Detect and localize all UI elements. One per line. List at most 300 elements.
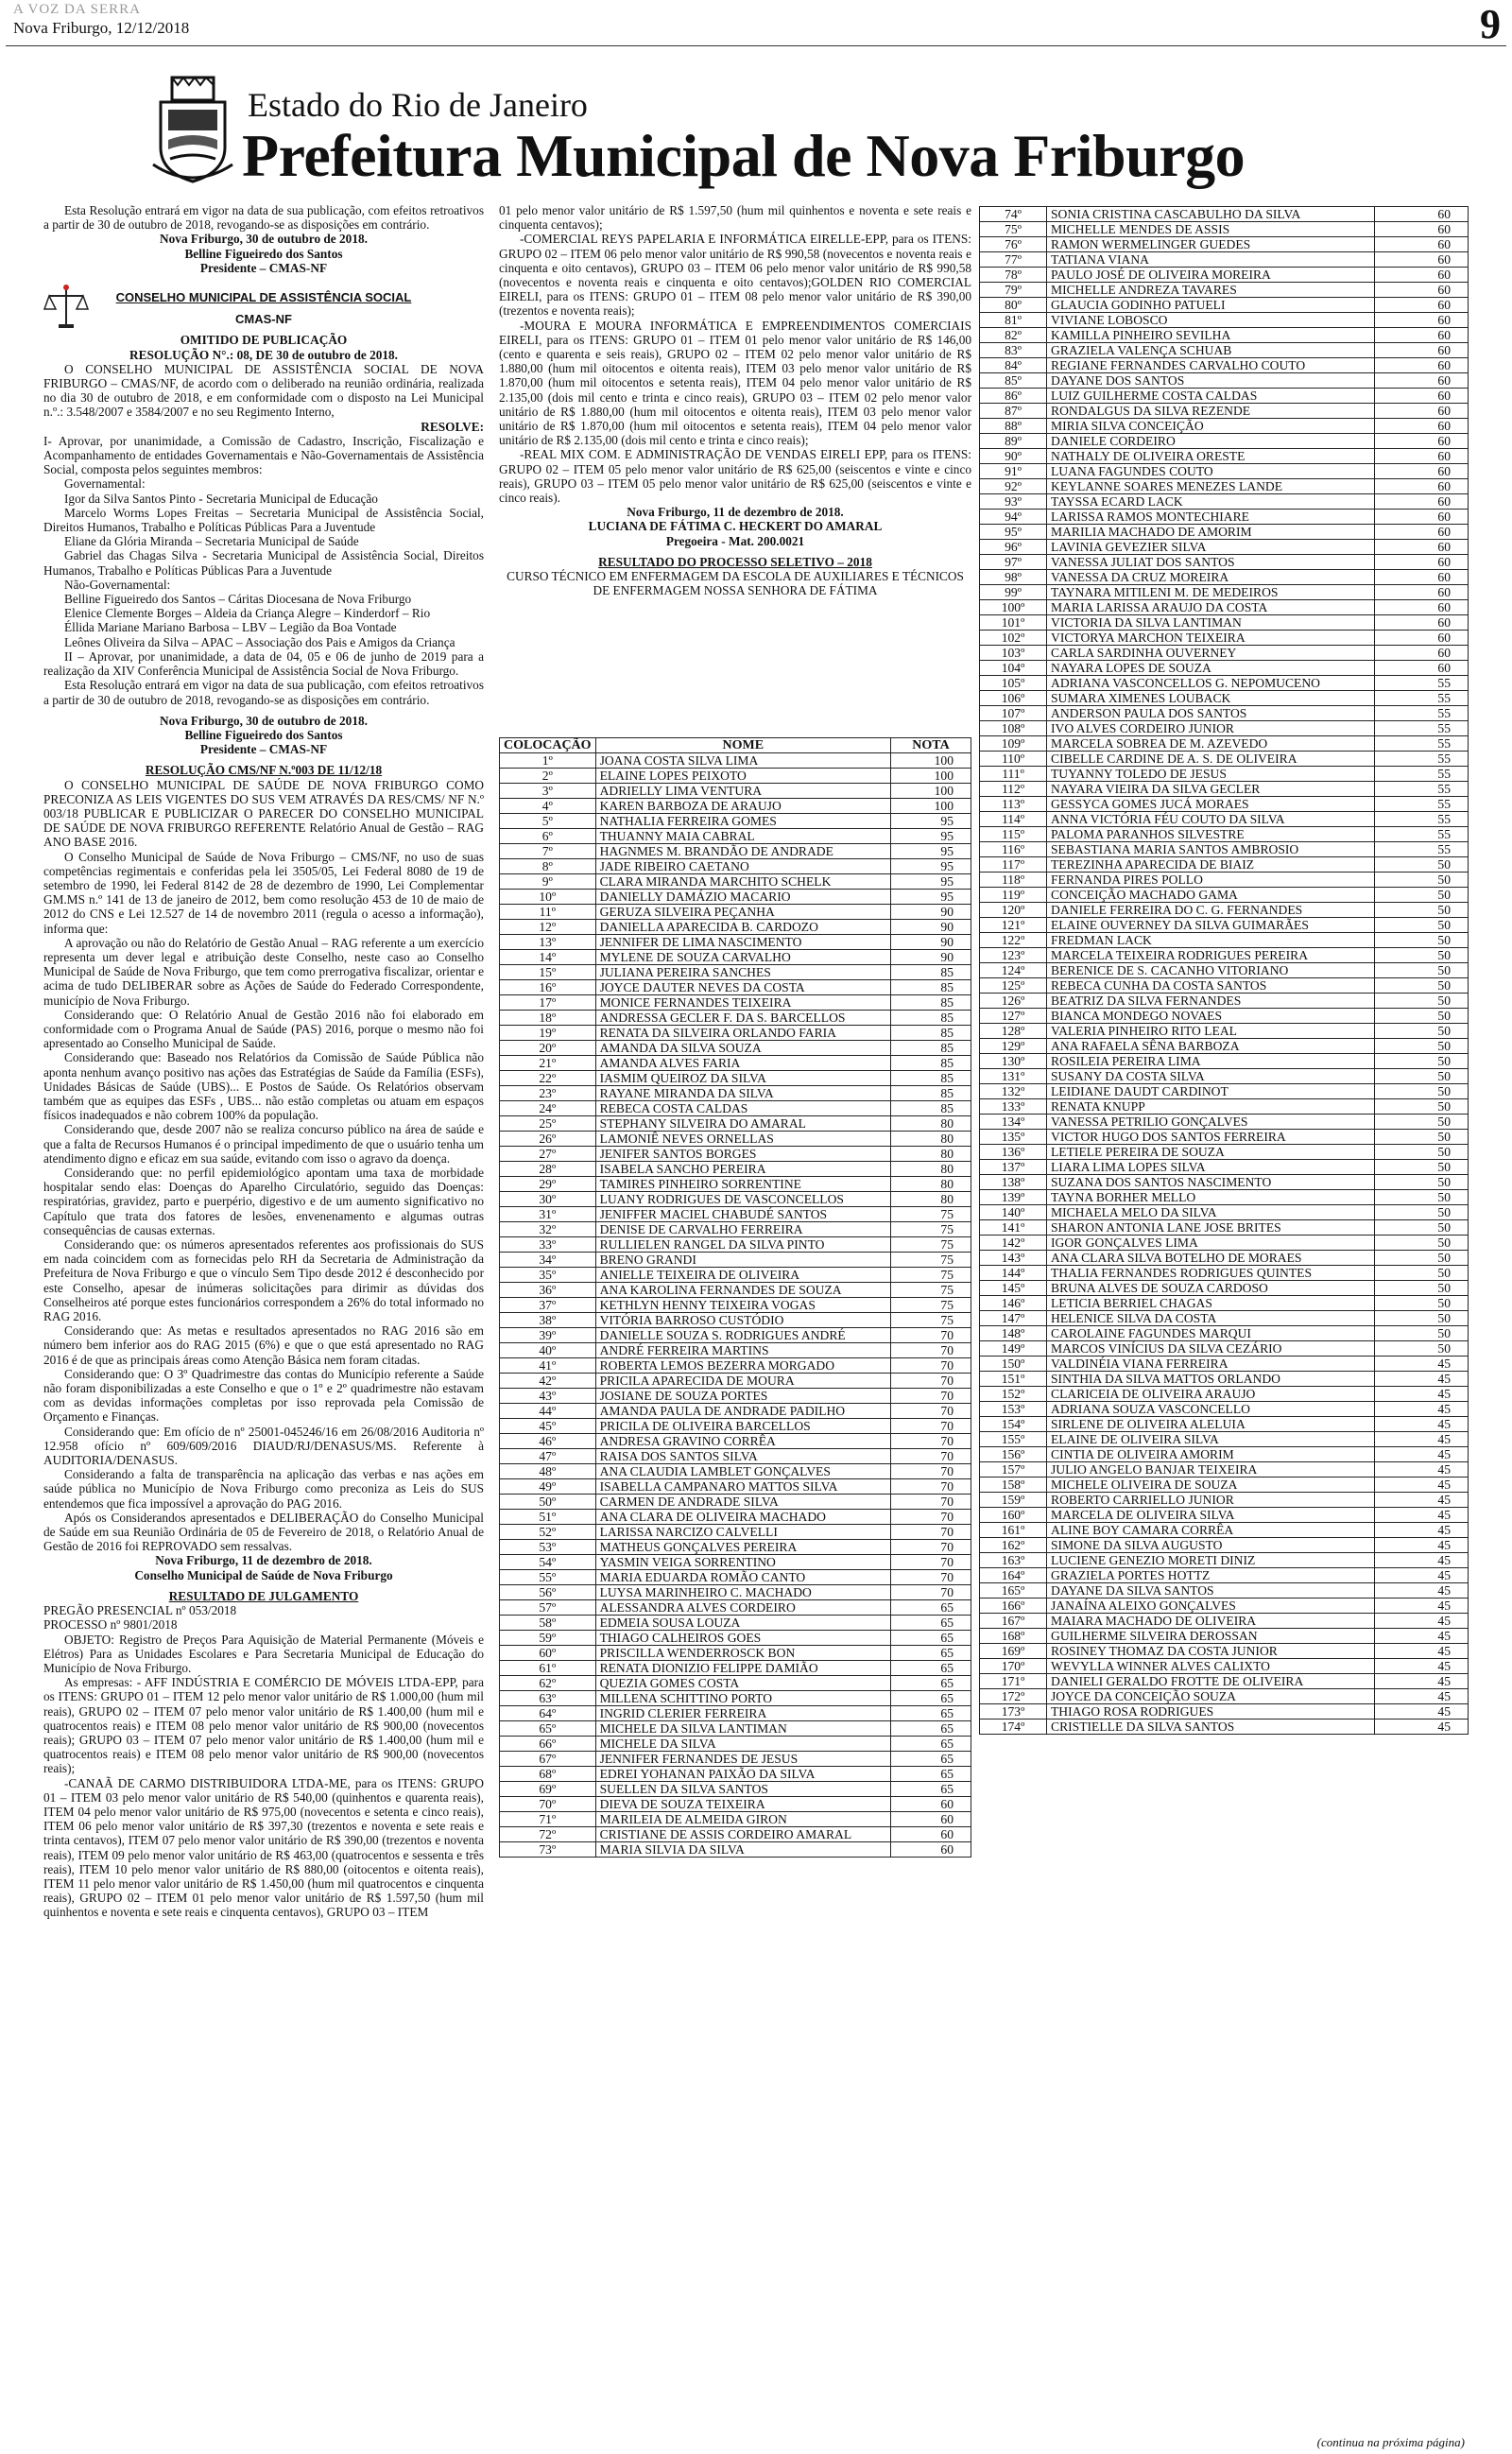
cell-grade: 50: [1375, 978, 1469, 994]
paragraph: Igor da Silva Santos Pinto - Secretaria Municipal de Educação: [64, 491, 378, 506]
cell-name: SHARON ANTONIA LANE JOSE BRITES: [1047, 1220, 1375, 1236]
table-row: [500, 935, 971, 950]
cell-name: BRUNA ALVES DE SOUZA CARDOSO: [1047, 1281, 1375, 1296]
cell-grade: 50: [1375, 1130, 1469, 1145]
cell-grade: 60: [1375, 570, 1469, 585]
cell-placement: 56º: [500, 1585, 596, 1600]
cell-placement: 58º: [500, 1616, 596, 1631]
table-row: [500, 1616, 971, 1631]
paragraph: Belline Figueiredo dos Santos – Cáritas Diocesana de Nova Friburgo: [64, 592, 412, 607]
paragraph: O Conselho Municipal de Saúde de Nova Friburgo – CMS/NF, no uso de suas competências regimentais e conferidas pela lei 3505/05, Lei Federal 8080 de 19 de setembro de 1990, lei Federal 8142 de 28 de dezembro de 1990, Lei Complementar GM.MS n.º 141 de 13 de janeiro de 2012, bem como resolução 453 de 10 de maio de 2012 do CNS e Lei 12.527 de 14 de novembro 2011 (regula o acesso a informação), informa que:: [43, 849, 484, 936]
cell-name: EDMEIA SOUSA LOUZA: [595, 1616, 890, 1631]
cell-name: GUILHERME SILVEIRA DEROSSAN: [1047, 1629, 1375, 1644]
table-row: [980, 1704, 1469, 1720]
cell-name: MARCELA SOBREA DE M. AZEVEDO: [1047, 736, 1375, 752]
cell-placement: 102º: [980, 631, 1047, 646]
cell-grade: 70: [891, 1479, 971, 1495]
paragraph: Após os Considerandos apresentados e DELIBERAÇÃO do Conselho Municipal de Saúde em sua Reunião Ordinária de 05 de Fevereiro de 2018, o Relatório Anual de Gestão de 2016 foi REPROVADO sem ressalvas.: [43, 1510, 484, 1554]
cell-name: LAVINIA GEVEZIER SILVA: [1047, 540, 1375, 555]
table-row: [500, 1086, 971, 1101]
cell-name: RAISA DOS SANTOS SILVA: [595, 1449, 890, 1464]
cell-name: JOYCE DA CONCEIÇÃO SOUZA: [1047, 1689, 1375, 1704]
table-row: [980, 1054, 1469, 1069]
cell-placement: 39º: [500, 1328, 596, 1343]
table-row: [500, 1147, 971, 1162]
cell-placement: 42º: [500, 1374, 596, 1389]
table-row: [500, 859, 971, 874]
cell-grade: 60: [1375, 510, 1469, 525]
cell-placement: 65º: [500, 1721, 596, 1737]
paragraph: Eliane da Glória Miranda – Secretaria Municipal de Saúde: [64, 534, 359, 549]
cell-placement: 77º: [980, 252, 1047, 268]
cell-grade: 70: [891, 1495, 971, 1510]
cell-placement: 89º: [980, 434, 1047, 449]
cell-placement: 66º: [500, 1737, 596, 1752]
cell-name: LETICIA BERRIEL CHAGAS: [1047, 1296, 1375, 1311]
cell-placement: 21º: [500, 1056, 596, 1071]
cell-name: LUANY RODRIGUES DE VASCONCELLOS: [595, 1192, 890, 1207]
cell-name: MATHEUS GONÇALVES PEREIRA: [595, 1540, 890, 1555]
cell-placement: 148º: [980, 1326, 1047, 1341]
paragraph: As empresas: - AFF INDÚSTRIA E COMÉRCIO DE MÓVEIS LTDA-EPP, para os ITENS: GRUPO 01 – ITEM 12 pelo menor valor unitário de R$ 1.000,00 (hum mil reais), GRUPO 02 – ITEM 07 pelo menor valor unitário de R$ 1.400,00 (hum mil e quatrocentos reais) e ITEM 08 pelo menor valor unitário de R$ 900,00 (novecentos reais); GRUPO 03 – ITEM 07 pelo menor valor unitário de R$ 1.400,00 (hum mil e quatrocentos reais) e ITEM 08 pelo menor valor unitário de R$ 900,00 (novecentos reais);: [43, 1675, 484, 1776]
cell-grade: 60: [1375, 237, 1469, 252]
paragraph: Considerando que: Em ofício de nº 25001-045246/16 em 26/08/2016 Auditoria nº 12.958 ofício nº 609/609/2016 DIAUD/RJ/DENASUS/MS. Referente à AUDITORIA/DENASUS.: [43, 1424, 484, 1468]
cell-placement: 87º: [980, 404, 1047, 419]
table-row: [500, 1328, 971, 1343]
page-number: 9: [1480, 1, 1501, 47]
table-row: [500, 1525, 971, 1540]
table-row: [980, 585, 1469, 600]
table-row: [500, 769, 971, 784]
table-row: [500, 1631, 971, 1646]
cell-grade: 55: [1375, 736, 1469, 752]
cell-grade: 60: [1375, 449, 1469, 464]
table-row: [980, 1523, 1469, 1538]
cell-grade: 65: [891, 1661, 971, 1676]
table-row: [500, 1404, 971, 1419]
cell-grade: 50: [1375, 1311, 1469, 1326]
cell-name: MYLENE DE SOUZA CARVALHO: [595, 950, 890, 965]
cell-grade: 60: [1375, 389, 1469, 404]
cell-placement: 88º: [980, 419, 1047, 434]
cell-name: RENATA DA SILVEIRA ORLANDO FARIA: [595, 1026, 890, 1041]
cell-name: PALOMA PARANHOS SILVESTRE: [1047, 827, 1375, 842]
cell-grade: 45: [1375, 1689, 1469, 1704]
cell-grade: 75: [891, 1283, 971, 1298]
cell-name: DANIELE CORDEIRO: [1047, 434, 1375, 449]
cell-grade: 70: [891, 1328, 971, 1343]
table-row: [500, 1268, 971, 1283]
cell-grade: 55: [1375, 691, 1469, 706]
table-row: [980, 752, 1469, 767]
table-row: [980, 1372, 1469, 1387]
cell-grade: 95: [891, 829, 971, 844]
table-row: [980, 1493, 1469, 1508]
cell-placement: 152º: [980, 1387, 1047, 1402]
table-row: [980, 373, 1469, 389]
cell-placement: 70º: [500, 1797, 596, 1812]
cell-grade: 70: [891, 1434, 971, 1449]
cell-grade: 70: [891, 1585, 971, 1600]
cell-placement: 62º: [500, 1676, 596, 1691]
cell-name: THALIA FERNANDES RODRIGUES QUINTES: [1047, 1266, 1375, 1281]
table-row: [500, 1721, 971, 1737]
cell-name: SUELLEN DA SILVA SANTOS: [595, 1782, 890, 1797]
cell-name: ELAINE LOPES PEIXOTO: [595, 769, 890, 784]
cell-placement: 138º: [980, 1175, 1047, 1190]
cell-grade: 45: [1375, 1599, 1469, 1614]
table-row: [500, 1389, 971, 1404]
table-row: [980, 857, 1469, 873]
table-row: [980, 464, 1469, 479]
cell-placement: 117º: [980, 857, 1047, 873]
cell-name: ALINE BOY CAMARA CORRÊA: [1047, 1523, 1375, 1538]
paragraph: Presidente – CMAS-NF: [199, 260, 328, 275]
cell-grade: 50: [1375, 963, 1469, 978]
table-row: [980, 494, 1469, 510]
table-row: [980, 510, 1469, 525]
cell-placement: 95º: [980, 525, 1047, 540]
table-row: [980, 1190, 1469, 1205]
cell-name: JENIFFER MACIEL CHABUDÉ SANTOS: [595, 1207, 890, 1222]
table-row: [980, 449, 1469, 464]
cell-grade: 50: [1375, 1175, 1469, 1190]
cell-name: LAMONIÊ NEVES ORNELLAS: [595, 1132, 890, 1147]
table-row: [980, 873, 1469, 888]
cell-name: MICHELLE ANDREZA TAVARES: [1047, 283, 1375, 298]
cell-placement: 129º: [980, 1039, 1047, 1054]
cell-placement: 16º: [500, 980, 596, 995]
paragraph: Considerando que, desde 2007 não se realiza concurso público na área de saúde e que a falta de Recursos Humanos é o principal impedimento de que o usuário tenha um atendimento digno e eficaz em sua saúde, evitando com isso o agravo da doença.: [43, 1122, 484, 1166]
table-row: [980, 1568, 1469, 1583]
cell-grade: 70: [891, 1540, 971, 1555]
cell-grade: 80: [891, 1162, 971, 1177]
cell-name: CARMEN DE ANDRADE SILVA: [595, 1495, 890, 1510]
table-row: [980, 1130, 1469, 1145]
cell-name: CINTIA DE OLIVEIRA AMORIM: [1047, 1447, 1375, 1462]
paragraph: II – Aprovar, por unanimidade, a data de 04, 05 e 06 de junho de 2019 para a realização da XIV Conferência Municipal de Assistência Social de Nova Friburgo.: [43, 648, 484, 679]
cell-grade: 45: [1375, 1720, 1469, 1735]
cell-grade: 55: [1375, 676, 1469, 691]
cell-grade: 75: [891, 1313, 971, 1328]
paragraph: O CONSELHO MUNICIPAL DE ASSISTÊNCIA SOCIAL DE NOVA FRIBURGO – CMAS/NF, de acordo com o deliberado na reunião ordinária, realizada no dia 30 de outubro de 2018, e em conformidade com o disposto na Lei Municipal n.º.: 3.548/2007 e 3584/2007 e no seu Regimento Interno,: [43, 361, 484, 420]
cell-name: STEPHANY SILVEIRA DO AMARAL: [595, 1116, 890, 1132]
cell-grade: 70: [891, 1449, 971, 1464]
cell-name: GLAUCIA GODINHO PATUELI: [1047, 298, 1375, 313]
cell-name: SIRLENE DE OLIVEIRA ALELUIA: [1047, 1417, 1375, 1432]
cell-name: LEIDIANE DAUDT CARDINOT: [1047, 1084, 1375, 1099]
cell-name: ELAINE DE OLIVEIRA SILVA: [1047, 1432, 1375, 1447]
cell-grade: 60: [1375, 494, 1469, 510]
cell-name: VANESSA PETRILIO GONÇALVES: [1047, 1115, 1375, 1130]
cell-name: MILLENA SCHITTINO PORTO: [595, 1691, 890, 1706]
paragraph: -MOURA E MOURA INFORMÁTICA E EMPREENDIMENTOS COMERCIAIS EIRELI, para os ITENS: GRUPO 01 – ITEM 01 pelo menor valor unitário de R$ 146,00 (cento e quarenta e seis reais), GRUPO 02 – ITEM 02 pelo menor valor unitário de R$ 1.880,00 (hum mil oitocentos e oitenta reais), ITEM 03 pelo menor valor unitário de R$ 1.870,00 (hum mil oitocentos e setenta reais), ITEM 04 pelo menor valor unitário de R$ 2.135,00 (dois mil cento e trinta e cinco reais), GRUPO 03 – ITEM 02 pelo menor valor unitário de R$ 1.880,00 (hum mil oitocentos e oitenta reais), ITEM 03 pelo menor valor unitário de R$ 1.870,00 (hum mil oitocentos e setenta reais), ITEM 04 pelo menor valor unitário de R$ 2.135,00 (dois mil cento e trinta e cinco reais);: [499, 318, 971, 448]
cell-name: ADRIANA SOUZA VASCONCELLO: [1047, 1402, 1375, 1417]
cell-placement: 158º: [980, 1478, 1047, 1493]
cell-name: FREDMAN LACK: [1047, 933, 1375, 948]
cell-name: VANESSA DA CRUZ MOREIRA: [1047, 570, 1375, 585]
paragraph: RESULTADO DE JULGAMENTO: [168, 1588, 359, 1603]
cell-name: MARIA LARISSA ARAUJO DA COSTA: [1047, 600, 1375, 615]
table-row: [980, 1629, 1469, 1644]
cell-name: VALDINÉIA VIANA FERREIRA: [1047, 1357, 1375, 1372]
table-row: [500, 1343, 971, 1358]
cell-placement: 112º: [980, 782, 1047, 797]
table-row: [980, 767, 1469, 782]
table-row: [980, 389, 1469, 404]
cell-name: IVO ALVES CORDEIRO JUNIOR: [1047, 721, 1375, 736]
table-row: [500, 814, 971, 829]
cell-name: JULIANA PEREIRA SANCHES: [595, 965, 890, 980]
table-row: [980, 283, 1469, 298]
cell-name: TUYANNY TOLEDO DE JESUS: [1047, 767, 1375, 782]
cell-placement: 67º: [500, 1752, 596, 1767]
cell-placement: 132º: [980, 1084, 1047, 1099]
header-grade: NOTA: [891, 738, 971, 753]
cell-grade: 60: [1375, 404, 1469, 419]
table-row: [500, 950, 971, 965]
table-row: [980, 1084, 1469, 1099]
cell-name: ANDRÉ FERREIRA MARTINS: [595, 1343, 890, 1358]
table-row: [500, 1358, 971, 1374]
cell-name: ROSINEY THOMAZ DA COSTA JUNIOR: [1047, 1644, 1375, 1659]
table-row: [980, 570, 1469, 585]
cell-name: JOYCE DAUTER NEVES DA COSTA: [595, 980, 890, 995]
table-row: [500, 1706, 971, 1721]
cell-placement: 69º: [500, 1782, 596, 1797]
table-row: [500, 1676, 971, 1691]
table-row: [980, 963, 1469, 978]
cell-grade: 45: [1375, 1462, 1469, 1478]
cell-placement: 122º: [980, 933, 1047, 948]
masthead: [0, 59, 1512, 191]
table-row: [500, 1026, 971, 1041]
cell-name: MAIARA MACHADO DE OLIVEIRA: [1047, 1614, 1375, 1629]
paragraph: Esta Resolução entrará em vigor na data de sua publicação, com efeitos retroativos a partir de 30 de outubro de 2018, revogando-se as disposições em contrário.: [43, 678, 484, 707]
paragraph: OMITIDO DE PUBLICAÇÃO: [180, 333, 348, 348]
cell-name: IASMIM QUEIROZ DA SILVA: [595, 1071, 890, 1086]
cell-grade: 50: [1375, 948, 1469, 963]
table-row: [980, 1175, 1469, 1190]
cell-name: YASMIN VEIGA SORRENTINO: [595, 1555, 890, 1570]
table-row: [500, 995, 971, 1011]
cell-name: JANAÍNA ALEIXO GONÇALVES: [1047, 1599, 1375, 1614]
table-row: [980, 812, 1469, 827]
cmas-name: CONSELHO MUNICIPAL DE ASSISTÊNCIA SOCIAL: [115, 290, 412, 305]
cell-grade: 50: [1375, 994, 1469, 1009]
cell-grade: 60: [1375, 600, 1469, 615]
cell-grade: 45: [1375, 1478, 1469, 1493]
table-row: [980, 1311, 1469, 1326]
cell-grade: 45: [1375, 1372, 1469, 1387]
cell-grade: 65: [891, 1646, 971, 1661]
cell-placement: 29º: [500, 1177, 596, 1192]
paragraph: Considerando que: os números apresentados referentes aos profissionais do SUS em nada coincidem com as fornecidas pelo RH da Secretaria de Administração da Prefeitura de Nova Friburgo e que o vínculo Sem Tipo desde 2012 é desconhecido por este Conselho, apesar de inúmeras solicitações para dirimir as dúvidas dos Conselheiros até porque estes funcionários correspondem a 26% do total informado no RAG 2016.: [43, 1237, 484, 1324]
cell-name: NATHALY DE OLIVEIRA ORESTE: [1047, 449, 1375, 464]
cell-name: ANIELLE TEIXEIRA DE OLIVEIRA: [595, 1268, 890, 1283]
cell-name: RAMON WERMELINGER GUEDES: [1047, 237, 1375, 252]
cell-grade: 65: [891, 1600, 971, 1616]
cell-name: TAYNARA MITILENI M. DE MEDEIROS: [1047, 585, 1375, 600]
cell-name: FERNANDA PIRES POLLO: [1047, 873, 1375, 888]
cell-name: CRISTIELLE DA SILVA SANTOS: [1047, 1720, 1375, 1735]
cell-placement: 37º: [500, 1298, 596, 1313]
table-row: [500, 1177, 971, 1192]
cell-name: AMANDA ALVES FARIA: [595, 1056, 890, 1071]
table-row: [980, 1720, 1469, 1735]
cell-placement: 162º: [980, 1538, 1047, 1553]
cell-grade: 45: [1375, 1704, 1469, 1720]
table-row: [980, 1024, 1469, 1039]
cell-grade: 85: [891, 1086, 971, 1101]
cell-grade: 45: [1375, 1538, 1469, 1553]
cell-placement: 157º: [980, 1462, 1047, 1478]
edition-date: Nova Friburgo, 12/12/2018: [13, 19, 190, 37]
paragraph: PROCESSO nº 9801/2018: [43, 1617, 178, 1633]
cell-grade: 85: [891, 1026, 971, 1041]
cell-name: VICTORYA MARCHON TEIXEIRA: [1047, 631, 1375, 646]
table-row: [980, 1296, 1469, 1311]
cell-name: RENATA KNUPP: [1047, 1099, 1375, 1115]
table-row: [980, 797, 1469, 812]
cell-placement: 168º: [980, 1629, 1047, 1644]
paragraph: RESOLUÇÃO N°.: 08, DE 30 de outubro de 2018.: [129, 347, 398, 362]
table-row: [980, 358, 1469, 373]
cell-placement: 139º: [980, 1190, 1047, 1205]
cell-grade: 50: [1375, 1205, 1469, 1220]
paragraph: Considerando que: As metas e resultados apresentados no RAG 2016 são em número bem inferior aos do RAG 2015 (6%) e que o que está apresentado no RAG 2016 é de que as principais áreas como Atenção Básica nem foram citadas.: [43, 1323, 484, 1367]
cell-grade: 85: [891, 980, 971, 995]
cell-name: PAULO JOSÉ DE OLIVEIRA MOREIRA: [1047, 268, 1375, 283]
cell-grade: 45: [1375, 1508, 1469, 1523]
cell-name: VIVIANE LOBOSCO: [1047, 313, 1375, 328]
table-row: [980, 555, 1469, 570]
table-row: [500, 1752, 971, 1767]
cell-name: WEVYLLA WINNER ALVES CALIXTO: [1047, 1659, 1375, 1674]
cell-name: ANA RAFAELA SÊNA BARBOZA: [1047, 1039, 1375, 1054]
cell-grade: 85: [891, 1071, 971, 1086]
cell-name: GRAZIELA VALENÇA SCHUAB: [1047, 343, 1375, 358]
cell-name: SONIA CRISTINA CASCABULHO DA SILVA: [1047, 207, 1375, 222]
table-row: [500, 799, 971, 814]
cell-name: AMANDA DA SILVA SOUZA: [595, 1041, 890, 1056]
cell-grade: 65: [891, 1737, 971, 1752]
cell-placement: 119º: [980, 888, 1047, 903]
cell-grade: 65: [891, 1752, 971, 1767]
cell-placement: 167º: [980, 1614, 1047, 1629]
table-row: [980, 328, 1469, 343]
cell-grade: 60: [1375, 373, 1469, 389]
cell-name: NATHALIA FERREIRA GOMES: [595, 814, 890, 829]
table-row: [500, 1056, 971, 1071]
coat-of-arms-icon: [151, 74, 234, 185]
table-row: [980, 1236, 1469, 1251]
cell-grade: 90: [891, 905, 971, 920]
cell-name: MARCOS VINÍCIUS DA SILVA CEZÁRIO: [1047, 1341, 1375, 1357]
cell-name: KEYLANNE SOARES MENEZES LANDE: [1047, 479, 1375, 494]
paragraph: Nova Friburgo, 11 de dezembro de 2018.: [627, 505, 844, 520]
cell-grade: 55: [1375, 706, 1469, 721]
cell-grade: 80: [891, 1192, 971, 1207]
cell-placement: 22º: [500, 1071, 596, 1086]
cell-placement: 163º: [980, 1553, 1047, 1568]
table-row: [980, 1145, 1469, 1160]
cell-name: GRAZIELA PORTES HOTTZ: [1047, 1568, 1375, 1583]
cell-name: BRENO GRANDI: [595, 1253, 890, 1268]
cell-placement: 7º: [500, 844, 596, 859]
cell-name: REGIANE FERNANDES CARVALHO COUTO: [1047, 358, 1375, 373]
cell-placement: 72º: [500, 1827, 596, 1842]
cell-name: ANA KAROLINA FERNANDES DE SOUZA: [595, 1283, 890, 1298]
cell-grade: 50: [1375, 888, 1469, 903]
table-row: [980, 419, 1469, 434]
paragraph: Éllida Mariane Mariano Barbosa – LBV – Legião da Boa Vontade: [64, 620, 397, 635]
cell-grade: 50: [1375, 857, 1469, 873]
paragraph: Pregoeira - Mat. 200.0021: [665, 533, 805, 548]
cell-name: GERUZA SILVEIRA PEÇANHA: [595, 905, 890, 920]
cell-grade: 50: [1375, 1266, 1469, 1281]
cell-grade: 70: [891, 1570, 971, 1585]
cell-grade: 80: [891, 1147, 971, 1162]
cell-name: INGRID CLERIER FERREIRA: [595, 1706, 890, 1721]
cell-name: MARCELA TEIXEIRA RODRIGUES PEREIRA: [1047, 948, 1375, 963]
cell-placement: 93º: [980, 494, 1047, 510]
cell-grade: 65: [891, 1691, 971, 1706]
cell-grade: 60: [891, 1812, 971, 1827]
table-row: [980, 434, 1469, 449]
cell-grade: 50: [1375, 1296, 1469, 1311]
cell-grade: 60: [1375, 358, 1469, 373]
cell-grade: 50: [1375, 1069, 1469, 1084]
cell-placement: 5º: [500, 814, 596, 829]
paragraph: Considerando que: O 3º Quadrimestre das contas do Município referente a Saúde não foram disponibilizadas a este Conselho e que o 1º e 2º quadrimestre não estavam com as devidas informações completas por isso reprovada pela Comissão de Orçamento e Finanças.: [43, 1366, 484, 1425]
table-row: [980, 1039, 1469, 1054]
table-row: [500, 1434, 971, 1449]
cell-grade: 60: [1375, 479, 1469, 494]
cell-grade: 65: [891, 1721, 971, 1737]
table-row: [980, 1553, 1469, 1568]
table-row: [980, 1115, 1469, 1130]
cell-name: GESSYCA GOMES JUCÁ MORAES: [1047, 797, 1375, 812]
cell-grade: 45: [1375, 1644, 1469, 1659]
cell-name: LARISSA NARCIZO CALVELLI: [595, 1525, 890, 1540]
cell-grade: 85: [891, 1011, 971, 1026]
cell-name: ALESSANDRA ALVES CORDEIRO: [595, 1600, 890, 1616]
cell-placement: 82º: [980, 328, 1047, 343]
cell-placement: 32º: [500, 1222, 596, 1237]
cell-grade: 85: [891, 965, 971, 980]
cell-placement: 145º: [980, 1281, 1047, 1296]
table-row: [500, 965, 971, 980]
table-row: [500, 1237, 971, 1253]
table-row: [980, 1538, 1469, 1553]
cell-grade: 85: [891, 1101, 971, 1116]
paragraph: Governamental:: [64, 476, 146, 492]
cell-placement: 154º: [980, 1417, 1047, 1432]
cell-grade: 60: [1375, 283, 1469, 298]
table-row: [980, 1402, 1469, 1417]
table-row: [500, 784, 971, 799]
cell-grade: 60: [1375, 252, 1469, 268]
cell-name: MIRIA SILVA CONCEIÇÃO: [1047, 419, 1375, 434]
cell-name: VALERIA PINHEIRO RITO LEAL: [1047, 1024, 1375, 1039]
cell-placement: 44º: [500, 1404, 596, 1419]
cell-placement: 51º: [500, 1510, 596, 1525]
cell-grade: 60: [1375, 540, 1469, 555]
cell-grade: 100: [891, 753, 971, 769]
cell-placement: 173º: [980, 1704, 1047, 1720]
table-row: [500, 1842, 971, 1858]
